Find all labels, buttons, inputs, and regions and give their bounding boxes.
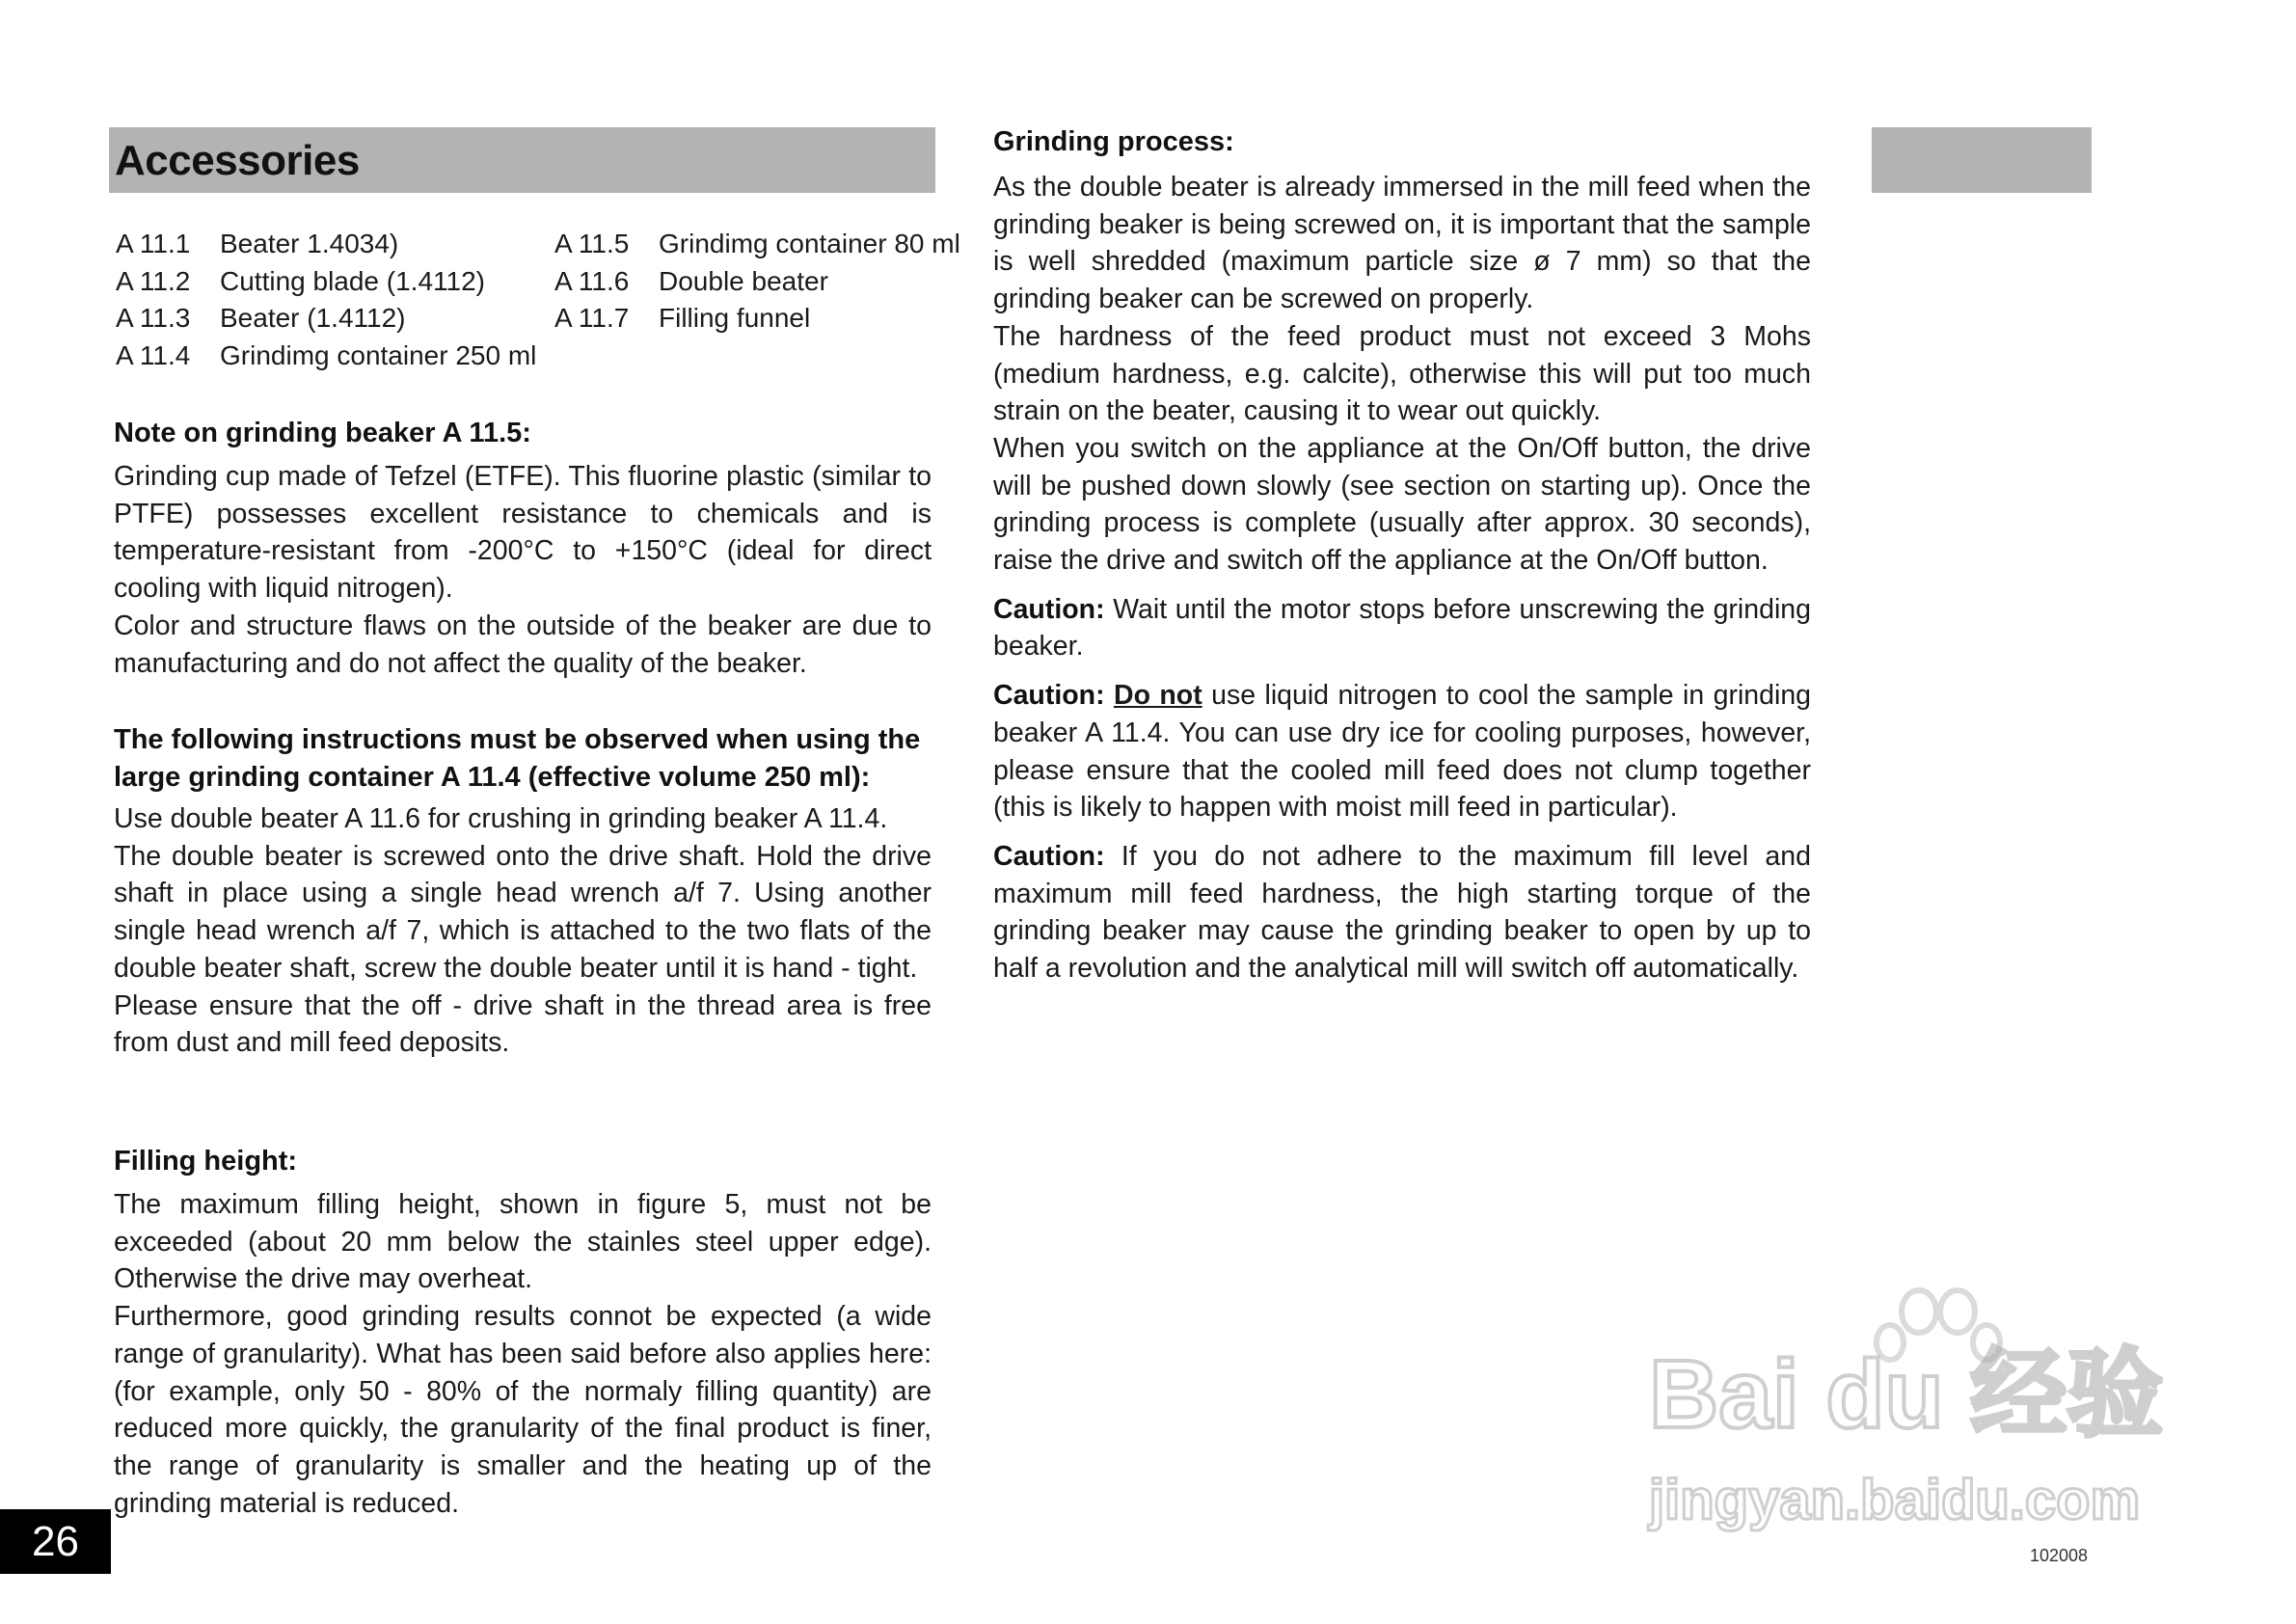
accessory-name: Beater 1.4034)	[220, 229, 399, 258]
watermark-url: jingyan.baidu.com	[1649, 1469, 2141, 1531]
grinding-section	[993, 123, 1811, 988]
large-container-paragraph-3: Please ensure that the off - drive shaft in the thread area is free from dust and mill feed deposits.	[114, 989, 932, 1059]
accessories-list-left	[116, 226, 536, 374]
caution-label: Caution:	[993, 593, 1105, 625]
paw-toe-icon	[1902, 1290, 1936, 1333]
accessory-code: A 11.4	[116, 339, 191, 370]
document-code: 102008	[2030, 1546, 2089, 1565]
grinding-paragraph-3: When you switch on the appliance at the On/Off button, the drive will be pushed down slowly (see section on starting up). Once the grinding process is complete (usually after approx. 30 seconds), raise the drive and switch off the appliance at the On/Off button.	[993, 432, 1811, 577]
accessory-item	[116, 263, 536, 301]
note-section	[114, 415, 932, 682]
large-container-heading: The following instructions must be observed when using the large grinding container A 11.4 (effective volume 250 ml):	[114, 724, 921, 793]
note-heading: Note on grinding beaker A 11.5:	[114, 418, 531, 448]
filling-paragraph-1: The maximum filling height, shown in figure 5, must not be exceeded (about 20 mm below the stainles steel upper edge). Otherwise the drive may overheat.	[114, 1189, 932, 1295]
caution-3	[993, 838, 1811, 988]
watermark-brand: Bai du 经验	[1649, 1340, 2164, 1448]
filling-paragraph-2: Furthermore, good grinding results connot be expected (a wide range of granularity). What has been said before also applies here: (for example, only 50 - 80% of the normaly filling quantity) are reduced more quickly, the granularity of the final product is finer, the range of granularity is smaller and the heating up of the grinding material is reduced.	[114, 1301, 932, 1519]
grinding-paragraph-2: The hardness of the feed product must not exceed 3 Mohs (medium hardness, e.g. calcite), otherwise this will put too much strain on the beater, causing it to wear out quickly.	[993, 320, 1811, 427]
accessory-code: A 11.5	[554, 229, 630, 258]
right-header-bar	[1872, 127, 2092, 193]
caution-1-text: Wait until the motor stops before unscrewing the grinding beaker.	[993, 593, 1811, 663]
baidu-watermark	[1630, 1283, 2170, 1553]
filling-section	[114, 1143, 932, 1522]
accessory-name: Filling funnel	[659, 303, 811, 333]
accessories-list-right	[554, 226, 960, 338]
accessory-name: Grindimg container 80 ml	[659, 229, 960, 258]
accessory-name: Double beater	[659, 265, 828, 296]
accessory-item	[116, 338, 536, 375]
accessory-name: Cutting blade (1.4112)	[220, 265, 485, 296]
grinding-heading: Grinding process:	[993, 126, 1234, 157]
accessory-code: A 11.6	[554, 265, 630, 296]
caution-3-text: If you do not adhere to the maximum fill level and maximum mill feed hardness, the high starting torque of the grinding beaker may cause the grinding beaker to open by up to half a revolution and the analytical mill will switch off automatically.	[993, 840, 1811, 985]
accessory-item	[554, 300, 960, 338]
accessory-code: A 11.7	[554, 303, 630, 333]
caution-label: Caution:	[993, 840, 1105, 872]
filling-heading: Filling height:	[114, 1146, 298, 1177]
accessory-item	[116, 226, 536, 263]
caution-label: Caution:	[993, 680, 1105, 712]
large-container-paragraph-2: The double beater is screwed onto the drive shaft. Hold the drive shaft in place using a single head wrench a/f 7. Using another single head wrench a/f 7, which is attached to the two flats of the double beater shaft, screw the double beater until it is hand - tight.	[114, 840, 932, 984]
accessory-item	[554, 263, 960, 301]
large-container-paragraph-1: Use double beater A 11.6 for crushing in grinding beaker A 11.4.	[114, 803, 888, 834]
caution-2-text: use liquid nitrogen to cool the sample in grinding beaker A 11.4. You can use dry ice for cooling purposes, however, please ensure that the cooled mill feed does not clump together (this is likely to happen with moist mill feed in particular).	[993, 680, 1812, 824]
paw-toe-icon	[1940, 1290, 1975, 1333]
accessory-code: A 11.1	[116, 229, 191, 258]
caution-1	[993, 591, 1811, 665]
accessory-item	[554, 226, 960, 263]
note-paragraph-1: Grinding cup made of Tefzel (ETFE). This fluorine plastic (similar to PTFE) possesses excellent resistance to chemicals and is temperature-resistant from -200°C to +150°C (ideal for direct cooling with liquid nitrogen).	[114, 461, 932, 605]
accessory-code: A 11.3	[116, 303, 191, 333]
accessory-code: A 11.2	[116, 265, 191, 296]
accessory-item	[116, 300, 536, 338]
section-title: Accessories	[115, 137, 360, 184]
accessory-name: Beater (1.4112)	[220, 303, 406, 333]
large-container-section	[114, 721, 932, 1062]
section-header-bar	[109, 127, 935, 193]
accessory-name: Grindimg container 250 ml	[220, 339, 537, 370]
grinding-paragraph-1: As the double beater is already immersed in the mill feed when the grinding beaker is being screwed on, it is important that the sample is well shredded (maximum particle size ø 7 mm) so that the grinding beaker can be screwed on properly.	[993, 172, 1811, 315]
note-paragraph-2: Color and structure flaws on the outside of the beaker are due to manufacturing and do not affect the quality of the beaker.	[114, 609, 932, 679]
caution-2-emphasis: Do not	[1113, 680, 1202, 712]
page-number: 26	[0, 1509, 111, 1574]
caution-2	[993, 677, 1811, 826]
